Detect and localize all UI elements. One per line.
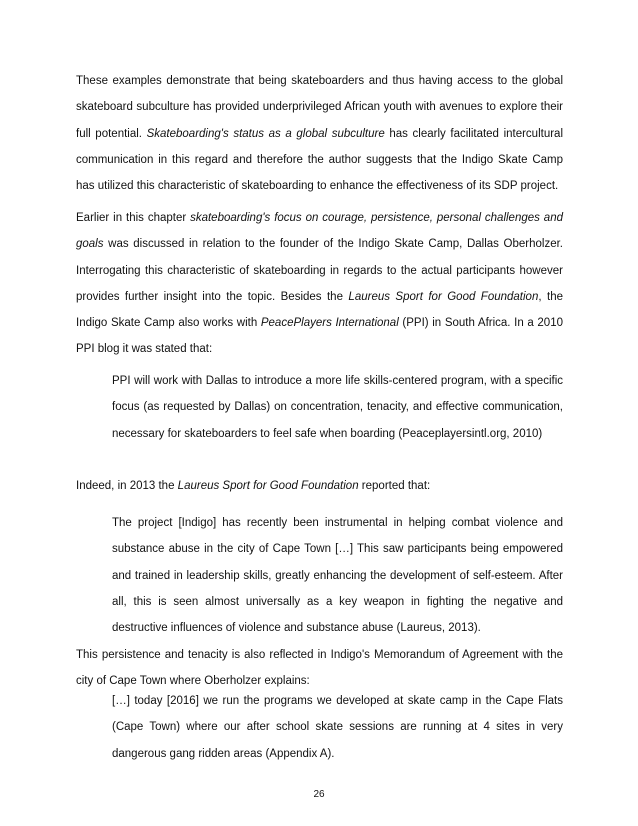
paragraph-3-text-a: Indeed, in 2013 the <box>76 480 178 492</box>
paragraph-2 <box>76 205 563 363</box>
page-number: 26 <box>313 789 325 800</box>
paragraph-2-text-a: Earlier in this chapter <box>76 212 191 224</box>
paragraph-2-italic-phrase: skateboarding's focus on courage, persistence, personal challenges and goals <box>76 212 563 251</box>
block-quote-1: PPI will work with Dallas to introduce a more life skills-centered program, with a specific focus (as requested by Dallas) on concentration, tenacity, and effective communication, necessary for skateboarders to feel safe when boarding (Peaceplayersintl.org, 2010) <box>112 375 563 440</box>
paragraph-2-italic-laureus: Laureus Sport for Good Foundation <box>348 290 539 303</box>
paragraph-1 <box>76 68 563 199</box>
paragraph-2-text-g: (PPI) in South Africa. In a 2010 PPI blog it was stated that: <box>76 317 563 356</box>
block-quote-2: The project [Indigo] has recently been instrumental in helping combat violence and substance abuse in the city of Cape Town […] This saw participants being empowered and trained in leadership skills, greatly enhancing the development of self-esteem. After all, this is seen almost universally as a key weapon in fighting the negative and destructive influences of violence and substance abuse (Laureus, 2013). <box>112 517 563 635</box>
paragraph-2-italic-peaceplayers: PeacePlayers International <box>260 317 399 330</box>
paragraph-1-text-a: These examples demonstrate that being skateboarders and thus having access to the global skateboard subculture has provided underprivileged African youth with avenues to explore their full potential. <box>76 75 563 140</box>
paragraph-1-text-c: has clearly facilitated intercultural communication in this regard and therefore the author suggests that the Indigo Skate Camp has utilized this characteristic of skateboarding to enhance the effectiveness of its SDP project. <box>76 127 564 193</box>
paragraph-3-italic-laureus: Laureus Sport for Good Foundation <box>177 480 359 492</box>
paragraph-1-italic-phrase: Skateboarding's status as a global subculture <box>146 127 385 140</box>
block-quote-3: […] today [2016] we run the programs we developed at skate camp in the Cape Flats (Cape Town) where our after school skate sessions are running at 4 sites in very dangerous gang ridden areas (Appendix A). <box>112 695 563 760</box>
paragraph-3-text-c: reported that: <box>358 480 431 492</box>
paragraph-2-text-e: , the Indigo Skate Camp also works with <box>76 290 563 330</box>
paragraph-2-text-c: was discussed in relation to the founder of the Indigo Skate Camp, Dallas Oberholzer. Interrogating this characteristic of skateboarding in regards to the actual participants however provides further insight into the topic. Besides the <box>76 238 563 303</box>
paragraph-4: This persistence and tenacity is also reflected in Indigo's Memorandum of Agreement with the city of Cape Town where Oberholzer explains: <box>76 649 563 688</box>
paragraph-3 <box>76 473 563 499</box>
